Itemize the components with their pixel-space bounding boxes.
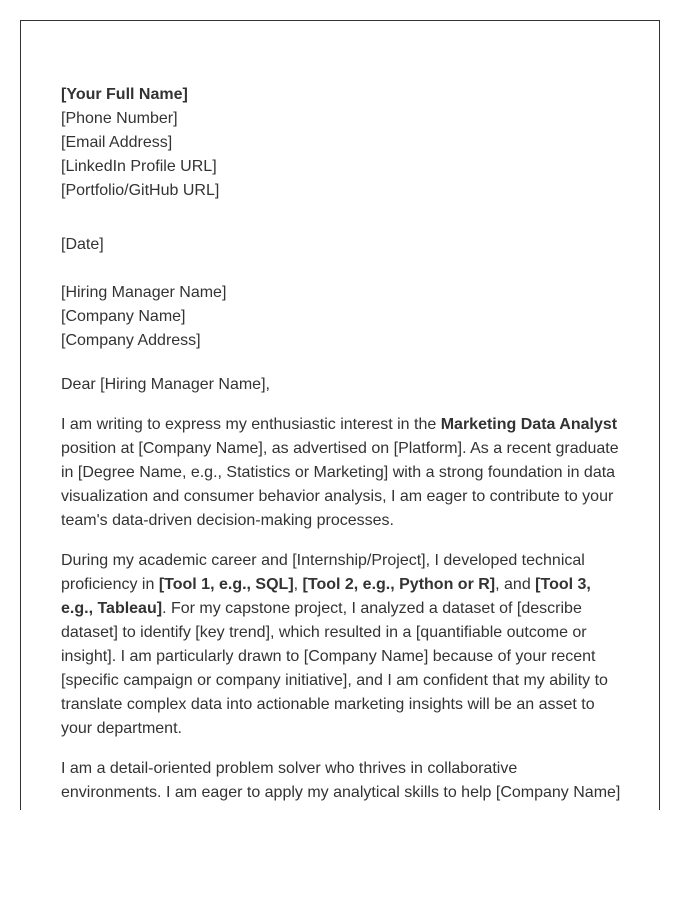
paragraph-text: ,: [293, 576, 303, 593]
paragraph-line: [61, 413, 631, 437]
paragraph-line: your department.: [61, 720, 182, 737]
sender-linkedin: [LinkedIn Profile URL]: [61, 158, 217, 175]
sender-block: [61, 83, 631, 203]
paragraph-line: visualization and consumer behavior analysis, I am eager to contribute to your: [61, 488, 614, 505]
tool-2: [Tool 2, e.g., Python or R]: [302, 576, 496, 593]
paragraph-line: [specific campaign or company initiative], and I am confident that my ability to: [61, 672, 608, 689]
recipient-manager: [Hiring Manager Name]: [61, 284, 227, 301]
recipient-block: [61, 281, 631, 353]
paragraph-closing: [61, 757, 631, 805]
paragraph-line: insight]. I am particularly drawn to [Company Name] because of your recent: [61, 648, 596, 665]
paragraph-line: environments. I am eager to apply my analytical skills to help [Company Name]: [61, 784, 621, 801]
paragraph-experience: [61, 549, 631, 741]
paragraph-line: position at [Company Name], as advertised on [Platform]. As a recent graduate: [61, 440, 619, 457]
letter-date: [Date]: [61, 236, 104, 253]
paragraph-text: proficiency in: [61, 576, 159, 593]
paragraph-line: [61, 597, 631, 621]
sender-name: [Your Full Name]: [61, 86, 188, 103]
salutation: Dear [Hiring Manager Name],: [61, 376, 270, 393]
paragraph-text: , and: [495, 576, 536, 593]
job-title: Marketing Data Analyst: [440, 416, 618, 433]
paragraph-intro: [61, 413, 631, 533]
paragraph-text: I am writing to express my enthusiastic interest in the: [61, 416, 441, 433]
letter-page: [20, 20, 660, 810]
tool-1: [Tool 1, e.g., SQL]: [158, 576, 294, 593]
sender-portfolio: [Portfolio/GitHub URL]: [61, 182, 220, 199]
paragraph-text: . For my capstone project, I analyzed a dataset of [describe: [162, 600, 582, 617]
sender-phone: [Phone Number]: [61, 110, 178, 127]
letter-content: [61, 83, 631, 805]
recipient-address: [Company Address]: [61, 332, 201, 349]
paragraph-line: I am a detail-oriented problem solver who thrives in collaborative: [61, 760, 518, 777]
sender-email: [Email Address]: [61, 134, 173, 151]
paragraph-line: in [Degree Name, e.g., Statistics or Marketing] with a strong foundation in data: [61, 464, 616, 481]
recipient-company: [Company Name]: [61, 308, 186, 325]
paragraph-line: translate complex data into actionable marketing insights will be an asset to: [61, 696, 595, 713]
tool-3-cont: e.g., Tableau]: [61, 600, 163, 617]
paragraph-line: [61, 573, 631, 597]
paragraph-line: team's data-driven decision-making processes.: [61, 512, 394, 529]
paragraph-line: During my academic career and [Internship/Project], I developed technical: [61, 552, 585, 569]
paragraph-line: dataset] to identify [key trend], which resulted in a [quantifiable outcome or: [61, 624, 587, 641]
tool-3: [Tool 3,: [535, 576, 591, 593]
